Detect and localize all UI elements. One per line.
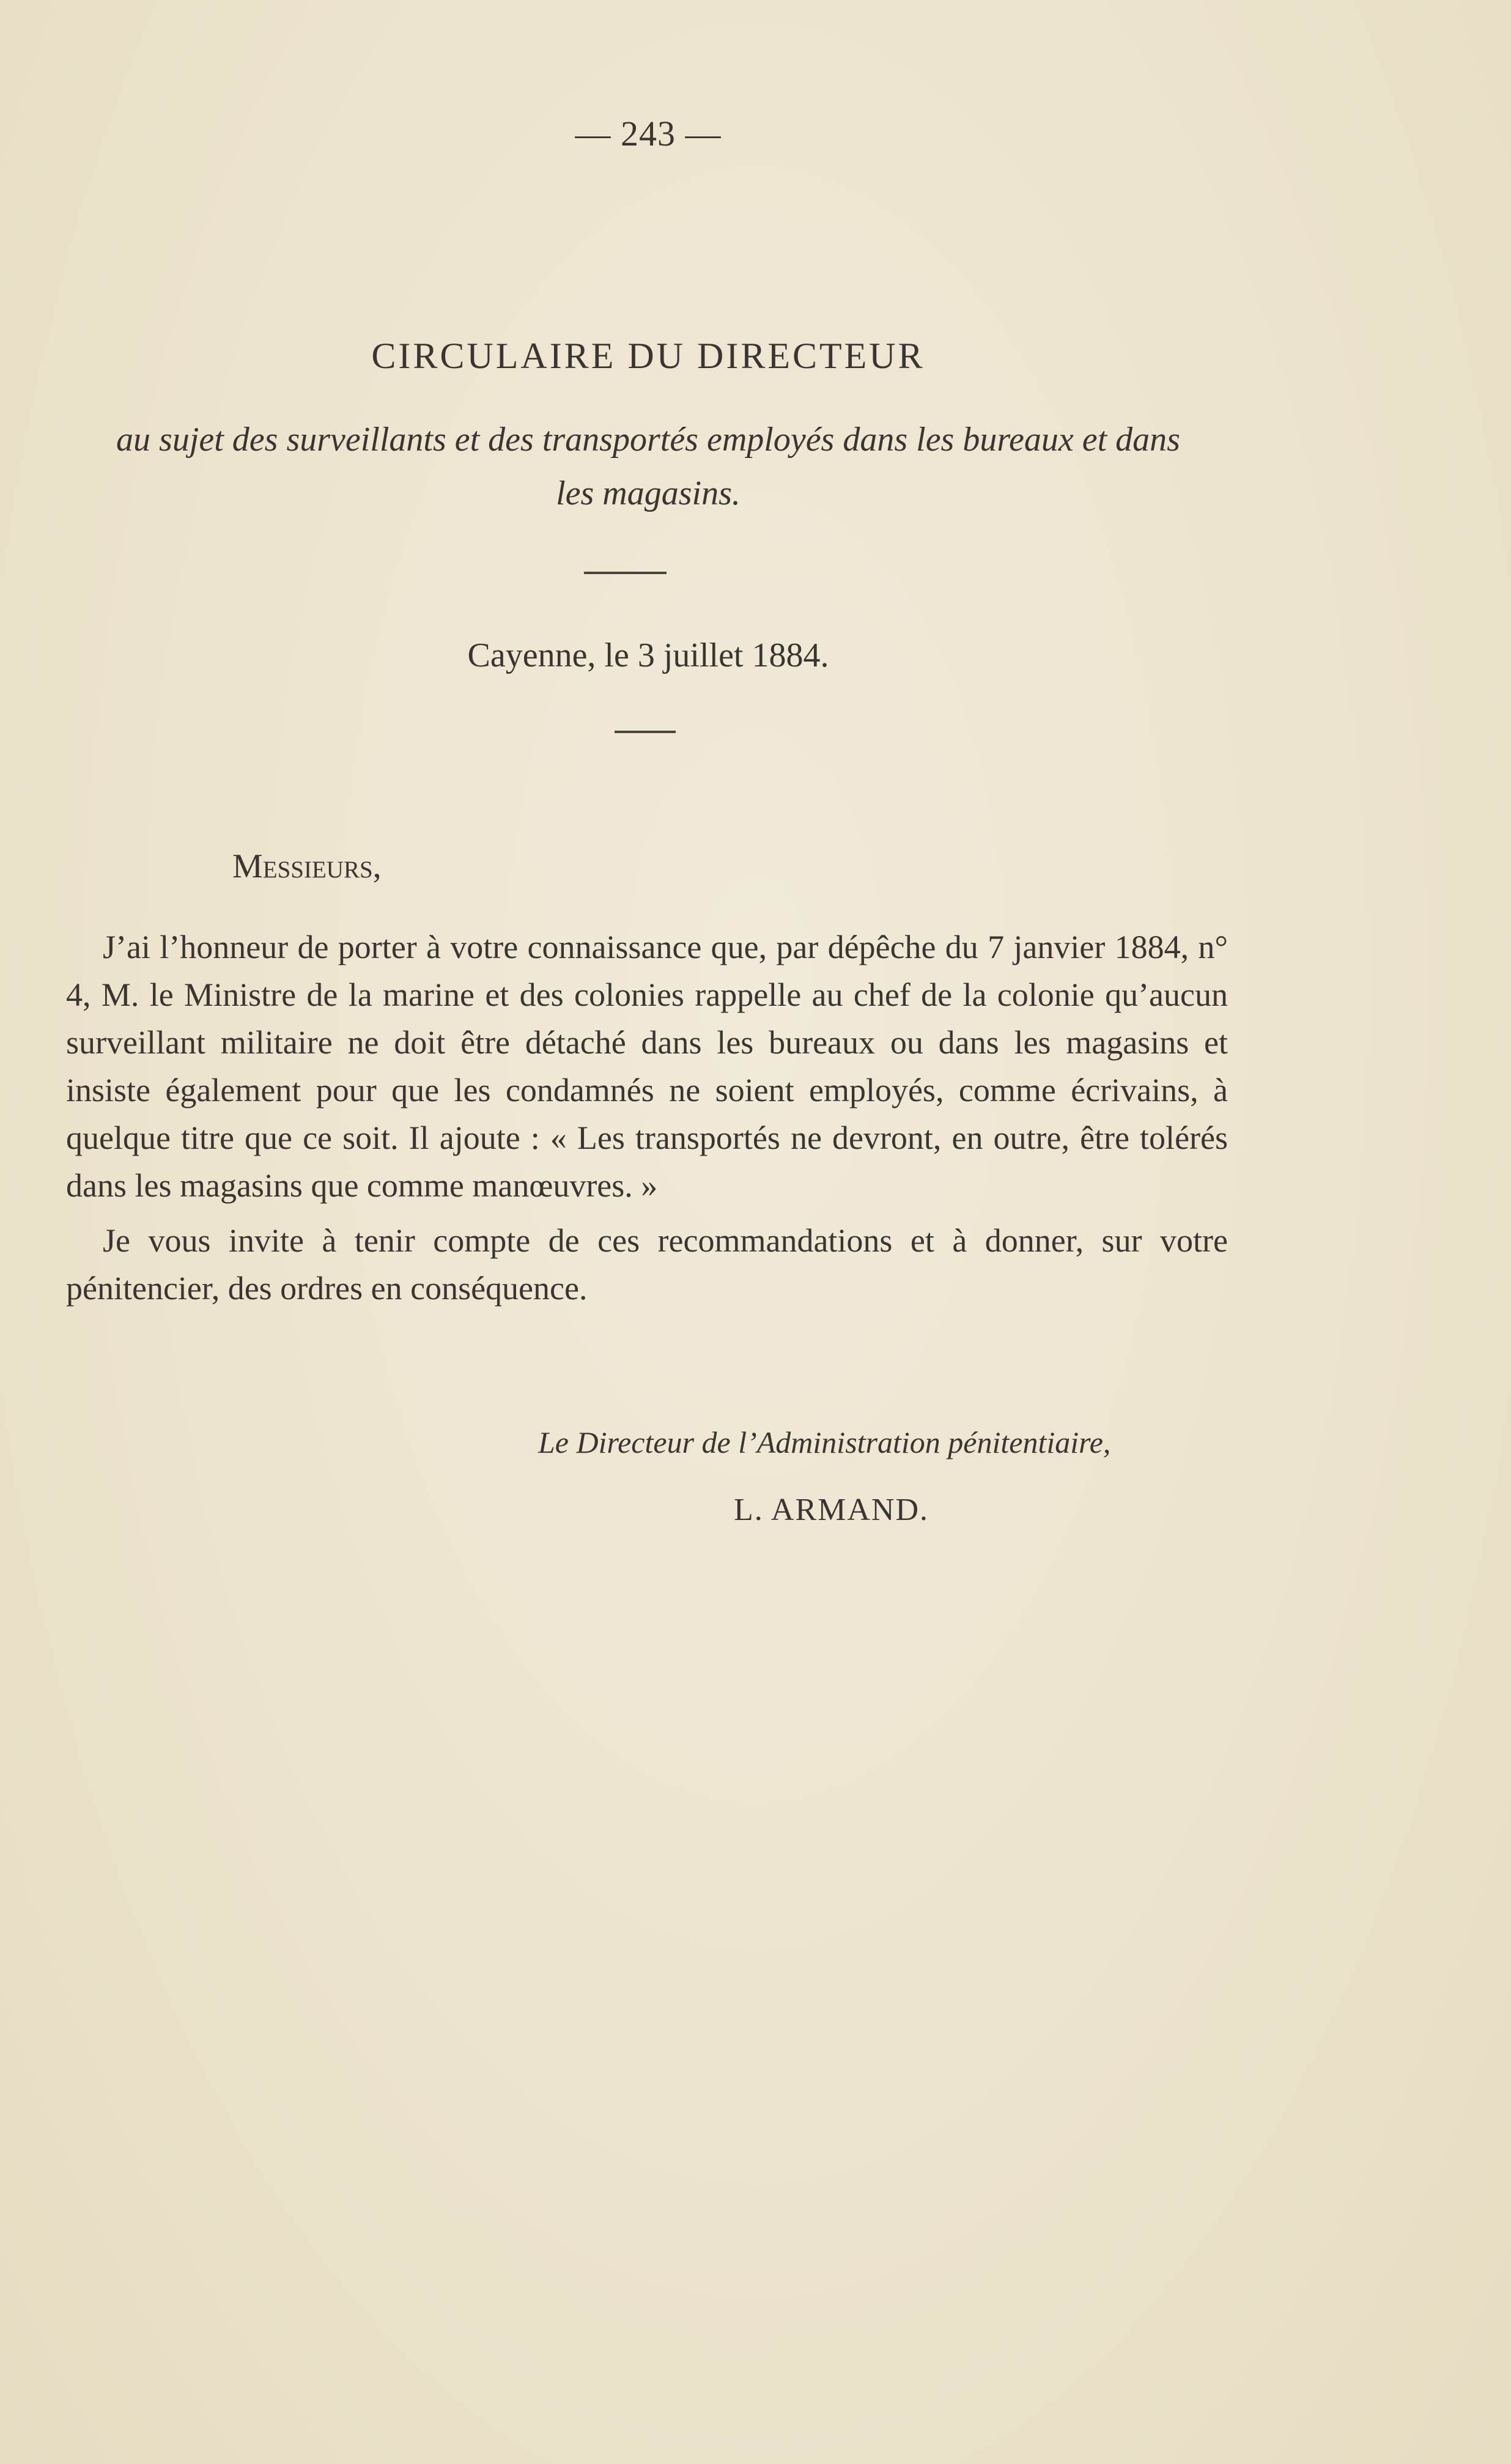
separator-rule — [615, 731, 676, 733]
place-date: Cayenne, le 3 juillet 1884. — [467, 636, 829, 674]
signature-role: Le Directeur de l’Administration pénitentiaire, — [538, 1425, 1111, 1459]
body-text — [66, 923, 1228, 1312]
document-subtitle: au sujet des surveillants et des transportés employés dans les bureaux et dans les magasins. — [116, 421, 1180, 512]
signature-name: L. ARMAND. — [734, 1492, 929, 1527]
page-number: — 243 — — [575, 114, 722, 153]
document-title: CIRCULAIRE DU DIRECTEUR — [371, 336, 925, 376]
paragraph: Je vous invite à tenir compte de ces recommandations et à donner, sur votre pénitencier, des ordres en conséquence. — [66, 1222, 1228, 1307]
salutation: Messieurs, — [232, 847, 382, 885]
paragraph: J’ai l’honneur de porter à votre connaissance que, par dépêche du 7 janvier 1884, n° 4, M. le Ministre de la marine et des colonies rappelle au chef de la colonie qu’aucun surveillant militaire ne doit être détaché dans les bureaux ou dans les magasins et insiste également pour que les condamnés ne soient employés, comme écrivains, à quelque titre que ce soit. Il ajoute : « Les transportés ne devront, en outre, être tolérés dans les magasins que comme manœuvres. » — [66, 929, 1228, 1204]
separator-rule — [584, 572, 667, 574]
